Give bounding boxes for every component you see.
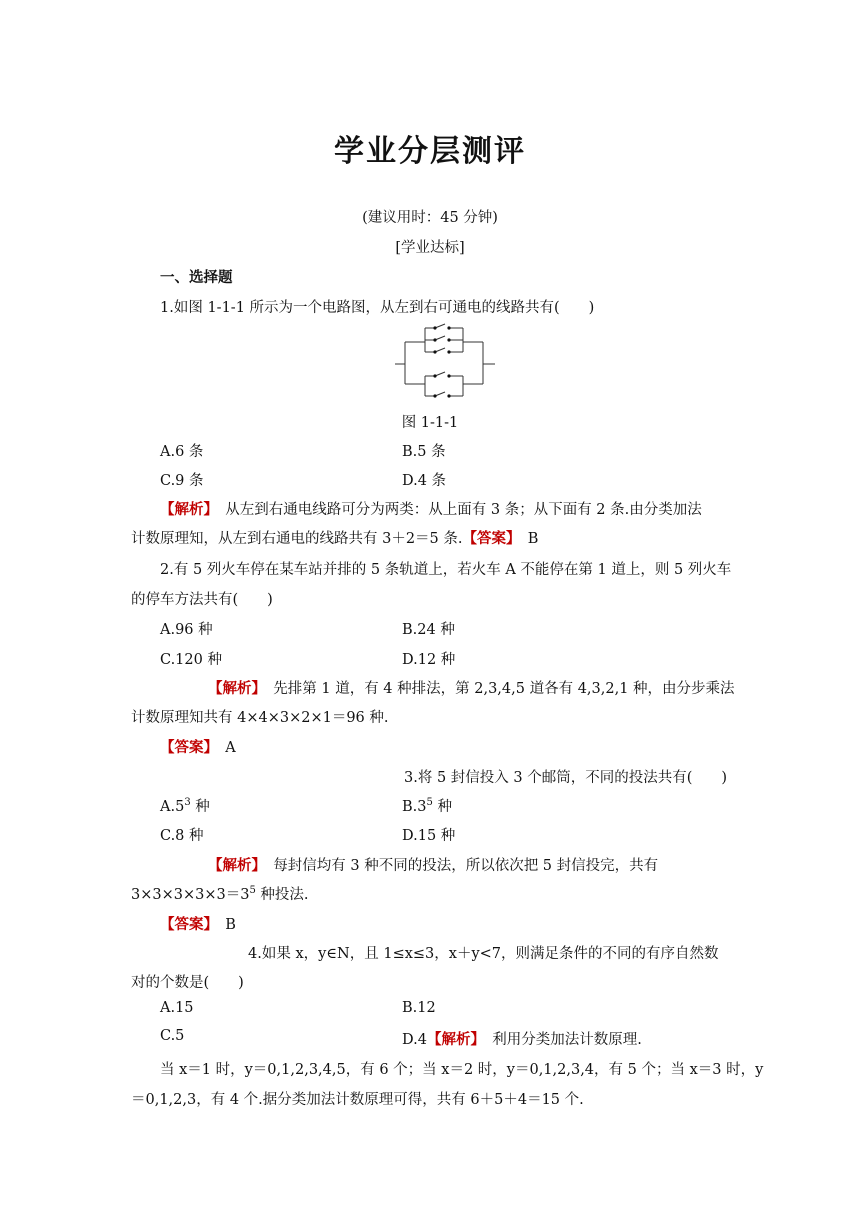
q3-stem: 3.将 5 封信投入 3 个邮筒，不同的投法共有( ) (404, 770, 728, 786)
q1-option-b: B.5 条 (402, 444, 446, 460)
q2-option-d: D.12 种 (402, 652, 456, 668)
q2-stem-line2: 的停车方法共有( ) (131, 592, 273, 608)
q2-analysis-line1 (208, 677, 735, 698)
q4-option-c: C.5 (160, 1028, 185, 1044)
q2-option-b: B.24 种 (402, 622, 455, 638)
q2-answer-label: 【答案】 (160, 739, 211, 756)
q4-option-b: B.12 (402, 1000, 436, 1016)
q1-option-d: D.4 条 (402, 473, 447, 489)
q4-analysis-label: 【解析】 (426, 1031, 478, 1048)
q1-analysis-line2 (131, 527, 538, 548)
q4-option-d: D.4 (402, 1032, 427, 1048)
part-heading: 一、选择题 (160, 269, 233, 286)
q3-answer-label: 【答案】 (160, 916, 211, 933)
q3-option-b (402, 795, 452, 816)
section-tag: [学业达标] (395, 240, 465, 256)
q3-option-b-exponent: 5 (426, 797, 433, 809)
page-title: 学业分层测评 (334, 134, 526, 169)
q2-analysis-line2: 计数原理知共有 4×4×3×2×1＝96 种. (131, 710, 389, 726)
q2-option-c: C.120 种 (160, 652, 222, 668)
q3-analysis-line2 (131, 883, 309, 904)
q4-option-a: A.15 (160, 1000, 194, 1016)
q3-answer-line (160, 913, 236, 934)
q1-analysis-line1 (160, 498, 702, 519)
q2-analysis-text1: 先排第 1 道，有 4 种排法，第 2,3,4,5 道各有 4,3,2,1 种，由分步乘法 (258, 681, 735, 697)
q3-option-b-unit: 种 (432, 799, 452, 815)
q3-option-a-exponent: 3 (184, 797, 191, 809)
q1-option-c: C.9 条 (160, 473, 204, 489)
time-suggestion: (建议用时：45 分钟) (362, 210, 498, 226)
q4-stem-line1: 4.如果 x，y∈N，且 1≤x≤3，x＋y<7，则满足条件的不同的有序自然数 (248, 946, 719, 962)
q4-analysis-inline: 利用分类加法计数原理. (477, 1032, 642, 1048)
q2-option-a: A.96 种 (160, 622, 213, 638)
q3-analysis-label: 【解析】 (208, 857, 259, 874)
figure-caption: 图 1-1-1 (401, 415, 459, 431)
q3-answer: B (210, 917, 236, 933)
q1-analysis-text1: 从左到右通电线路可分为两类：从上面有 3 条；从下面有 2 条.由分类加法 (210, 502, 702, 518)
q3-analysis-text2a: 3×3×3×3×3＝3 (131, 887, 250, 903)
circuit-diagram (395, 322, 495, 404)
q3-option-d: D.15 种 (402, 828, 456, 844)
q4-analysis-line1: 当 x＝1 时，y＝0,1,2,3,4,5，有 6 个；当 x＝2 时，y＝0,1,2,3,4，有 5 个；当 x＝3 时，y (160, 1062, 764, 1078)
q3-option-c: C.8 种 (160, 828, 204, 844)
q3-option-a-base: A.5 (160, 799, 185, 815)
q4-option-d-with-analysis (402, 1028, 642, 1049)
q3-analysis-text2b: 种投法. (255, 887, 309, 903)
q1-analysis-label: 【解析】 (160, 501, 211, 518)
q3-option-b-base: B.3 (402, 799, 427, 815)
q2-answer-line (160, 736, 236, 757)
q2-analysis-label: 【解析】 (208, 680, 259, 697)
q3-option-a (160, 795, 210, 816)
q1-option-a: A.6 条 (160, 444, 204, 460)
q1-stem: 1.如图 1-1-1 所示为一个电路图，从左到右可通电的线路共有( ) (160, 300, 595, 316)
q4-stem-line2: 对的个数是( ) (131, 975, 244, 991)
q2-stem-line1: 2.有 5 列火车停在某车站并排的 5 条轨道上，若火车 A 不能停在第 1 道上，则 5 列火车 (160, 562, 732, 578)
q3-analysis-exponent: 5 (249, 885, 256, 897)
q3-option-a-unit: 种 (190, 799, 210, 815)
q3-analysis-line1 (208, 854, 658, 875)
q4-analysis-line2: ＝0,1,2,3，有 4 个.据分类加法计数原理可得，共有 6＋5＋4＝15 个. (131, 1092, 584, 1108)
q2-answer: A (210, 740, 236, 756)
q1-answer-label: 【答案】 (462, 530, 514, 547)
q1-answer: B (513, 531, 539, 547)
q1-analysis-text2: 计数原理知，从左到右通电的线路共有 3＋2＝5 条. (131, 531, 463, 547)
q3-analysis-text1: 每封信均有 3 种不同的投法，所以依次把 5 封信投完，共有 (258, 858, 659, 874)
